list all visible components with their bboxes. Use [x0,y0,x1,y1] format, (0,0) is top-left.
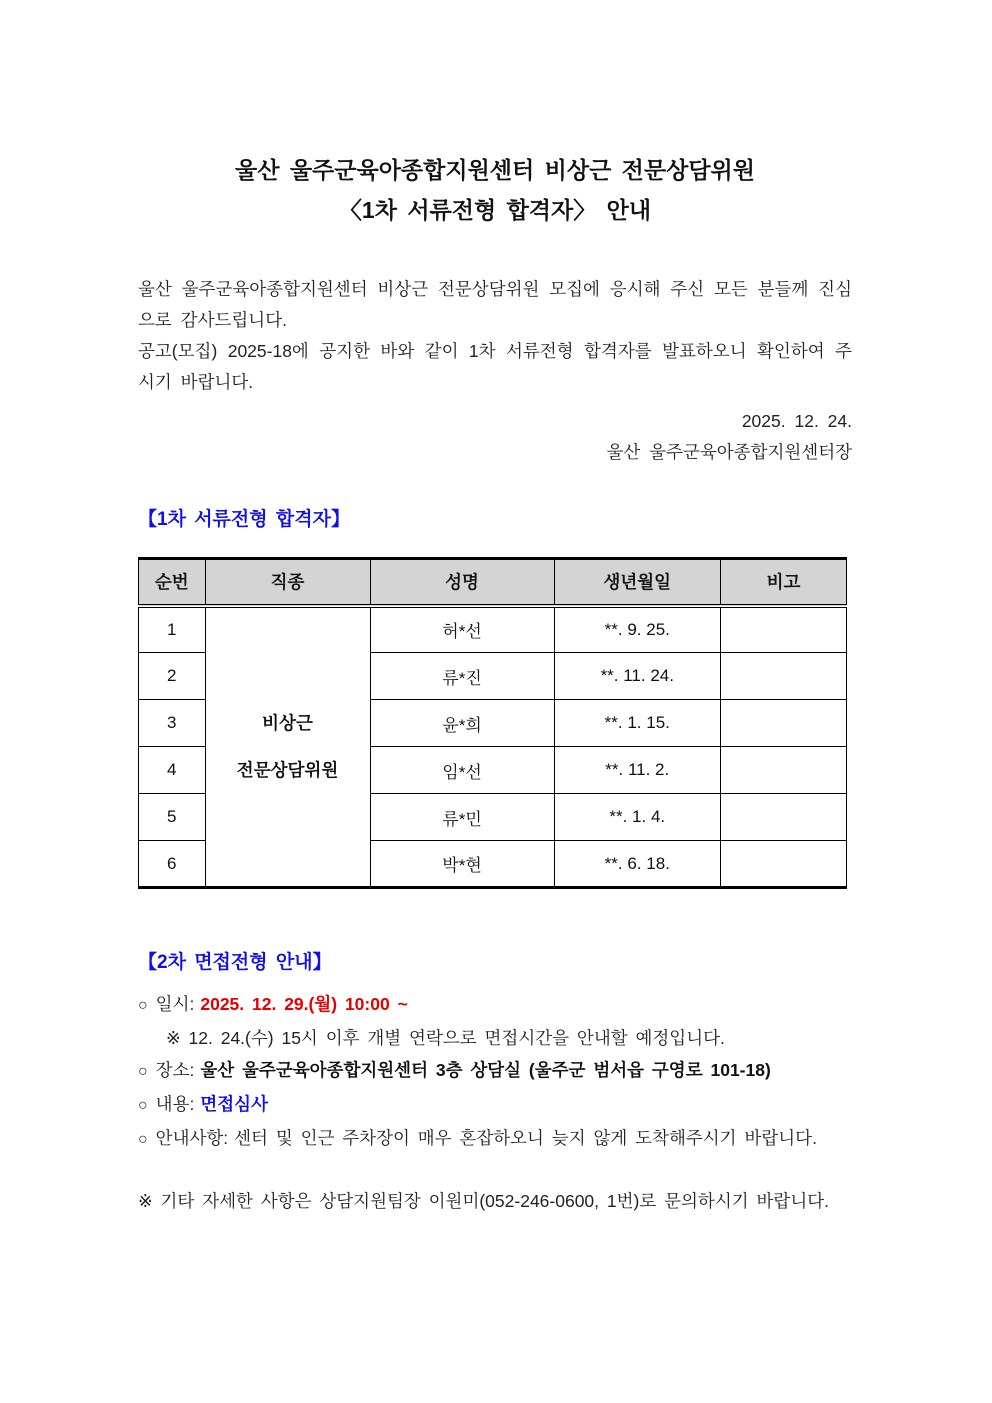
cell-birth: **. 6. 18. [554,841,720,888]
cell-note [720,794,846,841]
interview-section-heading: 【2차 면접전형 안내】 [138,952,332,973]
cell-name: 박*현 [370,841,554,888]
title-line-1: 울산 울주군육아종합지원센터 비상근 전문상담위원 [235,157,755,183]
header-birth: 생년월일 [554,559,720,606]
datetime-value: 2025. 12. 29.(월) 10:00 ~ [200,994,408,1014]
cell-note [720,841,846,888]
place-label: 장소: [155,1060,195,1080]
cell-birth: **. 9. 25. [554,606,720,653]
pass-section-heading: 【1차 서류전형 합격자】 [138,509,350,530]
cell-name: 윤*희 [370,700,554,747]
notice-value: 센터 및 인근 주차장이 매우 혼잡하오니 늦지 않게 도착해주시기 바랍니다. [234,1128,817,1148]
interview-info-list [138,988,852,1156]
circle-bullet-icon: ○ [138,997,148,1014]
job-line-1: 비상근 [262,712,313,733]
document-title [138,150,852,230]
cell-name: 류*진 [370,653,554,700]
cell-name: 임*선 [370,747,554,794]
header-job: 직종 [205,559,370,606]
cell-no: 2 [139,653,206,700]
cell-note [720,700,846,747]
document-date: 2025. 12. 24. [741,411,852,431]
contact-note: ※ 기타 자세한 사항은 상담지원팀장 이원미(052-246-0600, 1번)로 문의하시기 바랍니다. [138,1191,829,1211]
cell-birth: **. 11. 24. [554,653,720,700]
cell-no: 4 [139,747,206,794]
header-no: 순번 [139,559,206,606]
document-content [138,150,852,1217]
announcement-paragraph: 공고(모집) 2025-18에 공지한 바와 같이 1차 서류전형 합격자를 발표하오니 확인하여 주시기 바랍니다. [138,341,852,392]
circle-bullet-icon: ○ [138,1097,148,1114]
place-value: 울산 울주군육아종합지원센터 3층 상담실 (울주군 범서읍 구영로 101-18) [200,1060,771,1080]
cell-no: 6 [139,841,206,888]
cell-name: 허*선 [370,606,554,653]
notice-label: 안내사항: [155,1128,229,1148]
datetime-subnote: ※ 12. 24.(수) 15시 이후 개별 연락으로 면접시간을 안내할 예정입니다. [166,1028,725,1048]
cell-note [720,653,846,700]
header-name: 성명 [370,559,554,606]
datetime-label: 일시: [155,994,195,1014]
circle-bullet-icon: ○ [138,1131,148,1148]
thanks-paragraph: 울산 울주군육아종합지원센터 비상근 전문상담위원 모집에 응시해 주신 모든 분들께 진심으로 감사드립니다. [138,279,852,330]
cell-birth: **. 1. 15. [554,700,720,747]
intro-paragraphs [138,274,852,398]
table-header-row [139,559,847,606]
cell-job-merged [205,606,370,888]
cell-birth: **. 1. 4. [554,794,720,841]
interview-place-line [138,1054,852,1088]
document-signer: 울산 울주군육아종합지원센터장 [606,442,852,462]
job-line-2: 전문상담위원 [236,759,339,780]
title-line-2: 〈1차 서류전형 합격자〉 안내 [338,197,652,223]
cell-no: 1 [139,606,206,653]
cell-name: 류*민 [370,794,554,841]
interview-notice-line [138,1122,852,1156]
cell-note [720,747,846,794]
content-value: 면접심사 [200,1094,268,1114]
cell-no: 5 [139,794,206,841]
cell-note [720,606,846,653]
pass-list-table [138,557,847,889]
date-signature-block [138,406,852,468]
circle-bullet-icon: ○ [138,1063,148,1080]
interview-content-line [138,1088,852,1122]
interview-datetime-line [138,988,852,1022]
content-label: 내용: [155,1094,195,1114]
cell-no: 3 [139,700,206,747]
header-note: 비고 [720,559,846,606]
table-row [139,606,847,653]
cell-birth: **. 11. 2. [554,747,720,794]
